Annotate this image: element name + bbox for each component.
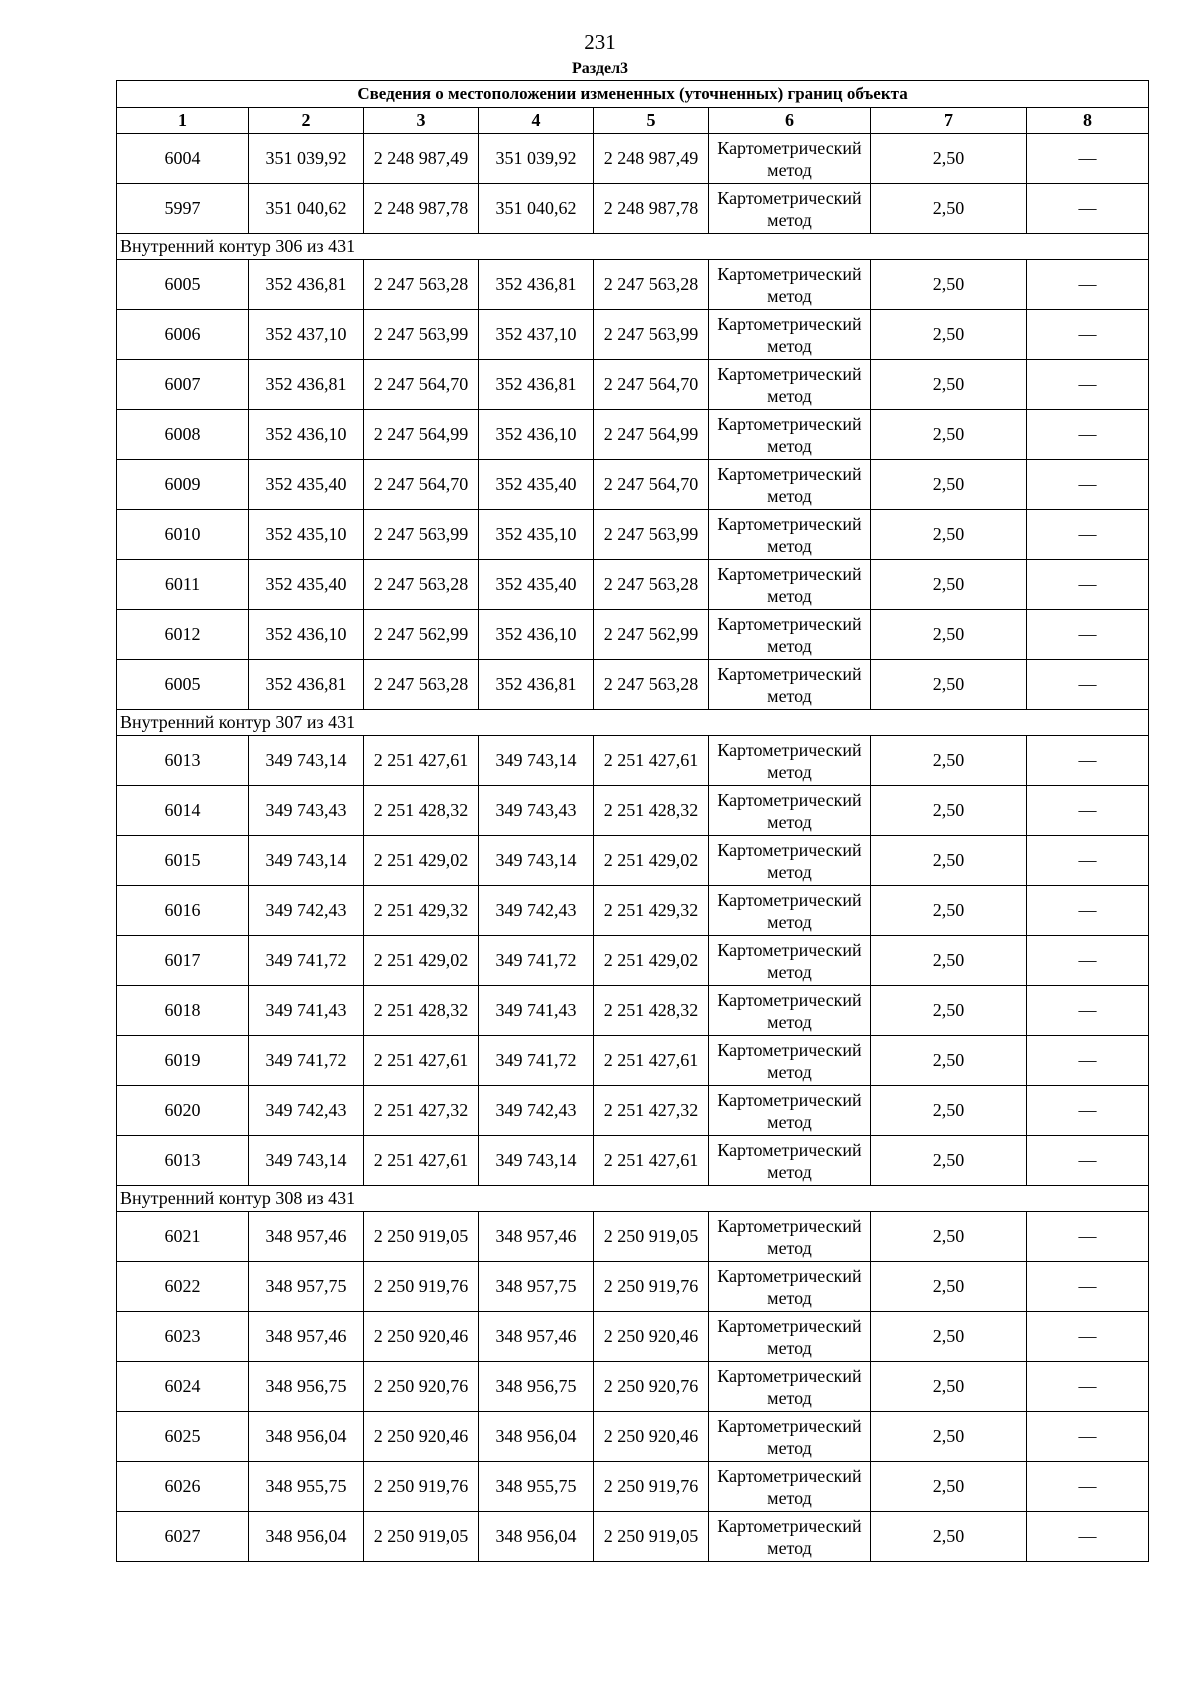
y-coordinate-cell: 2 251 429,02: [364, 936, 479, 986]
accuracy-cell: 2,50: [871, 560, 1027, 610]
x-coordinate-cell: 351 039,92: [249, 134, 364, 184]
x-coordinate-cell: 349 741,72: [249, 1036, 364, 1086]
accuracy-cell: 2,50: [871, 360, 1027, 410]
x-coordinate-new-cell: 349 741,72: [479, 1036, 594, 1086]
x-coordinate-cell: 352 435,10: [249, 510, 364, 560]
page-number: 231: [584, 30, 616, 54]
y-coordinate-new-cell: 2 250 919,05: [594, 1512, 709, 1562]
method-cell: Картометрический метод: [709, 660, 871, 710]
x-coordinate-new-cell: 349 743,43: [479, 786, 594, 836]
y-coordinate-new-cell: 2 247 563,28: [594, 560, 709, 610]
y-coordinate-cell: 2 251 428,32: [364, 786, 479, 836]
point-number-cell: 6022: [117, 1262, 249, 1312]
x-coordinate-new-cell: 348 956,04: [479, 1512, 594, 1562]
accuracy-cell: 2,50: [871, 836, 1027, 886]
x-coordinate-cell: 349 741,72: [249, 936, 364, 986]
y-coordinate-new-cell: 2 248 987,49: [594, 134, 709, 184]
section-title: Раздел3: [571, 60, 629, 77]
y-coordinate-cell: 2 247 563,28: [364, 560, 479, 610]
x-coordinate-cell: 352 436,81: [249, 660, 364, 710]
x-coordinate-new-cell: 349 742,43: [479, 886, 594, 936]
y-coordinate-cell: 2 247 564,99: [364, 410, 479, 460]
point-number-cell: 6006: [117, 310, 249, 360]
point-number-cell: 6019: [117, 1036, 249, 1086]
x-coordinate-cell: 348 957,46: [249, 1312, 364, 1362]
accuracy-cell: 2,50: [871, 460, 1027, 510]
y-coordinate-new-cell: 2 251 427,61: [594, 1036, 709, 1086]
description-cell: —: [1027, 460, 1149, 510]
accuracy-cell: 2,50: [871, 1262, 1027, 1312]
point-number-cell: 6008: [117, 410, 249, 460]
point-number-cell: 6004: [117, 134, 249, 184]
point-number-cell: 6016: [117, 886, 249, 936]
description-cell: —: [1027, 1512, 1149, 1562]
x-coordinate-new-cell: 349 742,43: [479, 1086, 594, 1136]
table-row: [117, 184, 1149, 234]
contour-row: [117, 1186, 1149, 1212]
contour-label: Внутренний контур 308 из 431: [117, 1186, 1149, 1212]
y-coordinate-cell: 2 247 563,99: [364, 510, 479, 560]
x-coordinate-cell: 348 955,75: [249, 1462, 364, 1512]
method-cell: Картометрический метод: [709, 1462, 871, 1512]
boundary-table: [116, 80, 1149, 1562]
y-coordinate-new-cell: 2 247 564,70: [594, 360, 709, 410]
table-row: [117, 134, 1149, 184]
column-header: 3: [364, 108, 479, 134]
table-row: [117, 560, 1149, 610]
y-coordinate-cell: 2 250 920,76: [364, 1362, 479, 1412]
y-coordinate-new-cell: 2 247 563,28: [594, 660, 709, 710]
y-coordinate-new-cell: 2 247 563,99: [594, 310, 709, 360]
x-coordinate-cell: 349 742,43: [249, 1086, 364, 1136]
y-coordinate-cell: 2 251 427,32: [364, 1086, 479, 1136]
y-coordinate-cell: 2 251 429,02: [364, 836, 479, 886]
y-coordinate-new-cell: 2 247 563,28: [594, 260, 709, 310]
accuracy-cell: 2,50: [871, 134, 1027, 184]
accuracy-cell: 2,50: [871, 736, 1027, 786]
y-coordinate-new-cell: 2 250 920,76: [594, 1362, 709, 1412]
method-cell: Картометрический метод: [709, 1412, 871, 1462]
x-coordinate-cell: 351 040,62: [249, 184, 364, 234]
table-row: [117, 736, 1149, 786]
method-cell: Картометрический метод: [709, 610, 871, 660]
table-row: [117, 1086, 1149, 1136]
y-coordinate-new-cell: 2 251 428,32: [594, 786, 709, 836]
x-coordinate-new-cell: 348 957,75: [479, 1262, 594, 1312]
x-coordinate-cell: 352 437,10: [249, 310, 364, 360]
point-number-cell: 6027: [117, 1512, 249, 1562]
y-coordinate-new-cell: 2 250 919,76: [594, 1462, 709, 1512]
method-cell: Картометрический метод: [709, 936, 871, 986]
accuracy-cell: 2,50: [871, 510, 1027, 560]
y-coordinate-cell: 2 251 427,61: [364, 736, 479, 786]
x-coordinate-cell: 349 743,14: [249, 836, 364, 886]
x-coordinate-new-cell: 352 435,10: [479, 510, 594, 560]
y-coordinate-new-cell: 2 250 919,05: [594, 1212, 709, 1262]
description-cell: —: [1027, 886, 1149, 936]
column-header: 8: [1027, 108, 1149, 134]
x-coordinate-new-cell: 352 436,10: [479, 410, 594, 460]
table-row: [117, 986, 1149, 1036]
method-cell: Картометрический метод: [709, 1136, 871, 1186]
x-coordinate-cell: 352 435,40: [249, 460, 364, 510]
description-cell: —: [1027, 410, 1149, 460]
x-coordinate-new-cell: 352 435,40: [479, 560, 594, 610]
x-coordinate-new-cell: 352 436,10: [479, 610, 594, 660]
x-coordinate-cell: 349 742,43: [249, 886, 364, 936]
y-coordinate-new-cell: 2 251 429,32: [594, 886, 709, 936]
y-coordinate-cell: 2 247 564,70: [364, 460, 479, 510]
method-cell: Картометрический метод: [709, 360, 871, 410]
description-cell: —: [1027, 736, 1149, 786]
x-coordinate-cell: 349 741,43: [249, 986, 364, 1036]
x-coordinate-new-cell: 348 957,46: [479, 1312, 594, 1362]
table-row: [117, 1036, 1149, 1086]
y-coordinate-new-cell: 2 251 429,02: [594, 836, 709, 886]
y-coordinate-cell: 2 247 563,28: [364, 260, 479, 310]
x-coordinate-new-cell: 349 741,72: [479, 936, 594, 986]
table-row: [117, 1362, 1149, 1412]
y-coordinate-new-cell: 2 250 920,46: [594, 1412, 709, 1462]
point-number-cell: 6007: [117, 360, 249, 410]
contour-label: Внутренний контур 307 из 431: [117, 710, 1149, 736]
y-coordinate-new-cell: 2 247 563,99: [594, 510, 709, 560]
column-header-row: [117, 108, 1149, 134]
accuracy-cell: 2,50: [871, 660, 1027, 710]
y-coordinate-new-cell: 2 250 919,76: [594, 1262, 709, 1312]
x-coordinate-new-cell: 352 436,81: [479, 660, 594, 710]
x-coordinate-cell: 349 743,14: [249, 1136, 364, 1186]
description-cell: —: [1027, 1462, 1149, 1512]
y-coordinate-cell: 2 248 987,78: [364, 184, 479, 234]
point-number-cell: 6012: [117, 610, 249, 660]
accuracy-cell: 2,50: [871, 410, 1027, 460]
method-cell: Картометрический метод: [709, 1036, 871, 1086]
table-row: [117, 410, 1149, 460]
x-coordinate-new-cell: 352 436,81: [479, 360, 594, 410]
description-cell: —: [1027, 1086, 1149, 1136]
y-coordinate-new-cell: 2 251 429,02: [594, 936, 709, 986]
y-coordinate-cell: 2 250 920,46: [364, 1312, 479, 1362]
x-coordinate-new-cell: 349 743,14: [479, 836, 594, 886]
description-cell: —: [1027, 610, 1149, 660]
table-caption: Сведения о местоположении измененных (уточненных) границ объекта: [117, 81, 1149, 108]
description-cell: —: [1027, 936, 1149, 986]
description-cell: —: [1027, 836, 1149, 886]
y-coordinate-new-cell: 2 250 920,46: [594, 1312, 709, 1362]
x-coordinate-new-cell: 349 743,14: [479, 736, 594, 786]
point-number-cell: 6010: [117, 510, 249, 560]
accuracy-cell: 2,50: [871, 986, 1027, 1036]
table-row: [117, 1136, 1149, 1186]
point-number-cell: 6025: [117, 1412, 249, 1462]
point-number-cell: 6023: [117, 1312, 249, 1362]
table-row: [117, 1412, 1149, 1462]
x-coordinate-new-cell: 348 956,75: [479, 1362, 594, 1412]
method-cell: Картометрический метод: [709, 1212, 871, 1262]
y-coordinate-cell: 2 251 428,32: [364, 986, 479, 1036]
accuracy-cell: 2,50: [871, 1136, 1027, 1186]
description-cell: —: [1027, 1262, 1149, 1312]
description-cell: —: [1027, 660, 1149, 710]
x-coordinate-cell: 348 956,75: [249, 1362, 364, 1412]
method-cell: Картометрический метод: [709, 1312, 871, 1362]
contour-row: [117, 234, 1149, 260]
y-coordinate-cell: 2 248 987,49: [364, 134, 479, 184]
description-cell: —: [1027, 134, 1149, 184]
y-coordinate-new-cell: 2 251 428,32: [594, 986, 709, 1036]
description-cell: —: [1027, 510, 1149, 560]
description-cell: —: [1027, 786, 1149, 836]
table-row: [117, 836, 1149, 886]
y-coordinate-new-cell: 2 247 562,99: [594, 610, 709, 660]
description-cell: —: [1027, 1036, 1149, 1086]
column-header: 4: [479, 108, 594, 134]
accuracy-cell: 2,50: [871, 260, 1027, 310]
table-row: [117, 1212, 1149, 1262]
accuracy-cell: 2,50: [871, 610, 1027, 660]
table-row: [117, 460, 1149, 510]
point-number-cell: 6009: [117, 460, 249, 510]
x-coordinate-cell: 352 436,81: [249, 260, 364, 310]
table-row: [117, 1262, 1149, 1312]
x-coordinate-new-cell: 352 437,10: [479, 310, 594, 360]
accuracy-cell: 2,50: [871, 886, 1027, 936]
point-number-cell: 6005: [117, 660, 249, 710]
y-coordinate-cell: 2 251 427,61: [364, 1136, 479, 1186]
y-coordinate-cell: 2 250 920,46: [364, 1412, 479, 1462]
method-cell: Картометрический метод: [709, 460, 871, 510]
point-number-cell: 6013: [117, 1136, 249, 1186]
x-coordinate-new-cell: 351 040,62: [479, 184, 594, 234]
x-coordinate-new-cell: 352 436,81: [479, 260, 594, 310]
point-number-cell: 6013: [117, 736, 249, 786]
method-cell: Картометрический метод: [709, 1512, 871, 1562]
table-caption-row: [117, 81, 1149, 108]
x-coordinate-cell: 352 436,10: [249, 410, 364, 460]
point-number-cell: 6011: [117, 560, 249, 610]
accuracy-cell: 2,50: [871, 1312, 1027, 1362]
contour-label: Внутренний контур 306 из 431: [117, 234, 1149, 260]
table-row: [117, 660, 1149, 710]
x-coordinate-new-cell: 348 956,04: [479, 1412, 594, 1462]
method-cell: Картометрический метод: [709, 1086, 871, 1136]
accuracy-cell: 2,50: [871, 786, 1027, 836]
method-cell: Картометрический метод: [709, 310, 871, 360]
table-row: [117, 786, 1149, 836]
accuracy-cell: 2,50: [871, 310, 1027, 360]
x-coordinate-new-cell: 351 039,92: [479, 134, 594, 184]
table-row: [117, 936, 1149, 986]
table-row: [117, 1312, 1149, 1362]
x-coordinate-new-cell: 352 435,40: [479, 460, 594, 510]
y-coordinate-cell: 2 247 563,99: [364, 310, 479, 360]
y-coordinate-new-cell: 2 251 427,32: [594, 1086, 709, 1136]
table-row: [117, 1512, 1149, 1562]
description-cell: —: [1027, 1212, 1149, 1262]
y-coordinate-new-cell: 2 247 564,70: [594, 460, 709, 510]
method-cell: Картометрический метод: [709, 134, 871, 184]
table-row: [117, 1462, 1149, 1512]
y-coordinate-new-cell: 2 251 427,61: [594, 736, 709, 786]
description-cell: —: [1027, 260, 1149, 310]
point-number-cell: 5997: [117, 184, 249, 234]
description-cell: —: [1027, 1136, 1149, 1186]
point-number-cell: 6015: [117, 836, 249, 886]
x-coordinate-cell: 349 743,43: [249, 786, 364, 836]
point-number-cell: 6024: [117, 1362, 249, 1412]
x-coordinate-cell: 348 957,75: [249, 1262, 364, 1312]
column-header: 5: [594, 108, 709, 134]
x-coordinate-cell: 348 957,46: [249, 1212, 364, 1262]
accuracy-cell: 2,50: [871, 1412, 1027, 1462]
method-cell: Картометрический метод: [709, 510, 871, 560]
x-coordinate-cell: 352 436,10: [249, 610, 364, 660]
description-cell: —: [1027, 560, 1149, 610]
y-coordinate-cell: 2 250 919,05: [364, 1512, 479, 1562]
accuracy-cell: 2,50: [871, 184, 1027, 234]
method-cell: Картометрический метод: [709, 560, 871, 610]
table-row: [117, 886, 1149, 936]
point-number-cell: 6018: [117, 986, 249, 1036]
accuracy-cell: 2,50: [871, 1086, 1027, 1136]
y-coordinate-cell: 2 250 919,76: [364, 1462, 479, 1512]
y-coordinate-cell: 2 251 427,61: [364, 1036, 479, 1086]
y-coordinate-new-cell: 2 248 987,78: [594, 184, 709, 234]
y-coordinate-cell: 2 247 563,28: [364, 660, 479, 710]
y-coordinate-cell: 2 251 429,32: [364, 886, 479, 936]
point-number-cell: 6017: [117, 936, 249, 986]
x-coordinate-new-cell: 348 955,75: [479, 1462, 594, 1512]
method-cell: Картометрический метод: [709, 1262, 871, 1312]
contour-row: [117, 710, 1149, 736]
method-cell: Картометрический метод: [709, 986, 871, 1036]
x-coordinate-new-cell: 349 741,43: [479, 986, 594, 1036]
description-cell: —: [1027, 360, 1149, 410]
accuracy-cell: 2,50: [871, 1512, 1027, 1562]
column-header: 2: [249, 108, 364, 134]
method-cell: Картометрический метод: [709, 260, 871, 310]
y-coordinate-cell: 2 250 919,05: [364, 1212, 479, 1262]
y-coordinate-new-cell: 2 247 564,99: [594, 410, 709, 460]
accuracy-cell: 2,50: [871, 936, 1027, 986]
table-row: [117, 310, 1149, 360]
method-cell: Картометрический метод: [709, 786, 871, 836]
point-number-cell: 6021: [117, 1212, 249, 1262]
method-cell: Картометрический метод: [709, 184, 871, 234]
y-coordinate-cell: 2 247 564,70: [364, 360, 479, 410]
description-cell: —: [1027, 1412, 1149, 1462]
x-coordinate-new-cell: 349 743,14: [479, 1136, 594, 1186]
description-cell: —: [1027, 1362, 1149, 1412]
y-coordinate-cell: 2 250 919,76: [364, 1262, 479, 1312]
y-coordinate-cell: 2 247 562,99: [364, 610, 479, 660]
point-number-cell: 6005: [117, 260, 249, 310]
x-coordinate-cell: 352 435,40: [249, 560, 364, 610]
point-number-cell: 6014: [117, 786, 249, 836]
point-number-cell: 6026: [117, 1462, 249, 1512]
description-cell: —: [1027, 184, 1149, 234]
method-cell: Картометрический метод: [709, 410, 871, 460]
description-cell: —: [1027, 310, 1149, 360]
table-row: [117, 510, 1149, 560]
column-header: 6: [709, 108, 871, 134]
accuracy-cell: 2,50: [871, 1462, 1027, 1512]
y-coordinate-new-cell: 2 251 427,61: [594, 1136, 709, 1186]
x-coordinate-cell: 352 436,81: [249, 360, 364, 410]
method-cell: Картометрический метод: [709, 736, 871, 786]
description-cell: —: [1027, 1312, 1149, 1362]
description-cell: —: [1027, 986, 1149, 1036]
table-row: [117, 260, 1149, 310]
x-coordinate-cell: 349 743,14: [249, 736, 364, 786]
table-row: [117, 360, 1149, 410]
column-header: 7: [871, 108, 1027, 134]
point-number-cell: 6020: [117, 1086, 249, 1136]
accuracy-cell: 2,50: [871, 1036, 1027, 1086]
x-coordinate-cell: 348 956,04: [249, 1412, 364, 1462]
column-header: 1: [117, 108, 249, 134]
x-coordinate-new-cell: 348 957,46: [479, 1212, 594, 1262]
method-cell: Картометрический метод: [709, 836, 871, 886]
accuracy-cell: 2,50: [871, 1362, 1027, 1412]
accuracy-cell: 2,50: [871, 1212, 1027, 1262]
method-cell: Картометрический метод: [709, 886, 871, 936]
table-row: [117, 610, 1149, 660]
method-cell: Картометрический метод: [709, 1362, 871, 1412]
x-coordinate-cell: 348 956,04: [249, 1512, 364, 1562]
